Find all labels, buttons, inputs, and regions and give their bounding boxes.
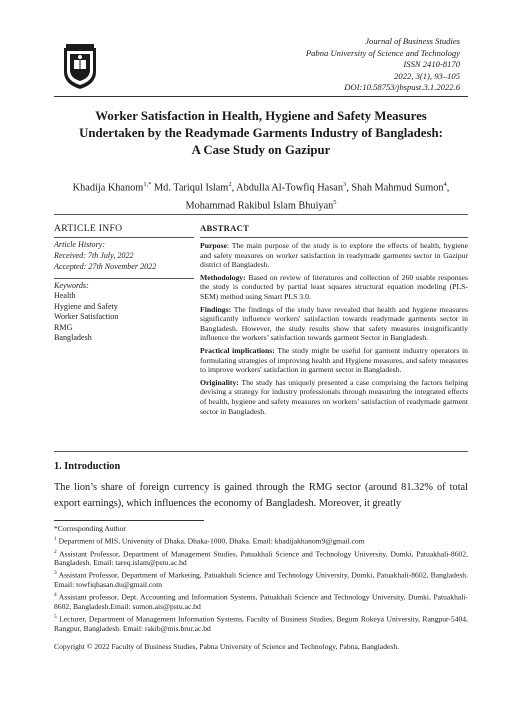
- keywords-block: [54, 281, 118, 343]
- journal-publisher: Pabna University of Science and Technology: [305, 47, 460, 58]
- originality-text: The study has uniquely presented a case comprising the factors helping devising a strategy for industry professionals through measuring the integrated effects of health, hygiene and safety measures on workers’ satisfaction of readymade garment sector in Bangladesh.: [200, 377, 468, 416]
- footnote-5: [54, 613, 468, 633]
- journal-info: [200, 36, 460, 94]
- abstract-methodology: [200, 273, 468, 302]
- received-date: Received: 7th July, 2022: [54, 250, 134, 260]
- history-label: Article History:: [54, 240, 106, 249]
- author-2: Md. Tariqul Islam: [154, 182, 229, 194]
- keywords-label: Keywords:: [54, 281, 89, 290]
- journal-issn: ISSN 2410-8170: [403, 59, 460, 70]
- abstract-body: [200, 241, 468, 419]
- title-line-1: Worker Satisfaction in Health, Hygiene and Safety Measures: [95, 109, 427, 123]
- section-heading: 1. Introduction: [54, 461, 121, 472]
- author-list: Khadija Khanom$^{1,*}$ Md. Tariqul Islam$^2$, Abdulla Al-Towfiq Hasan$^3$, Shah Mahmud Sumon$^4$, Mohammad Rakibul Islam Bhuiyan$^5$: [72, 181, 450, 212]
- article-info-heading: ARTICLE INFO: [54, 223, 123, 234]
- university-logo: [62, 44, 98, 90]
- findings-text: The findings of the study have revealed that health and hygiene measures significantly influence workers' satisfaction towards readymade garments sector in Bangladesh. However, the study results show that safety measures insignificantly influence the workers’ satisfaction towards garment Sector in Bangladesh.: [200, 304, 468, 343]
- footnote-3: [54, 569, 468, 589]
- author-3-affiliation: 3: [342, 181, 347, 188]
- author-5: Mohammad Rakibul Islam Bhuiyan: [185, 200, 334, 212]
- footnote-text: Department of MIS, University of Dhaka, Dhaka-1000, Dhaka. Email: khadijakhanom9@gmail.com: [56, 536, 365, 546]
- footnote-2: [54, 548, 468, 568]
- purpose-text: : The main purpose of the study is to explore the effects of health, hygiene and safety measures on worker satisfaction in readymade garments sector in Gazipur district of Bangladesh.: [200, 241, 468, 270]
- author-4: Shah Mahmud Sumon: [351, 182, 444, 194]
- abstract-divider: [200, 237, 468, 238]
- keyword-item: Worker Satisfaction: [54, 312, 119, 322]
- copyright-notice: Copyright © 2022 Faculty of Business Studies, Pabna University of Science and Technology, Pabna, Bangladesh.: [54, 642, 400, 651]
- footnote-divider: [54, 520, 204, 521]
- practical-label: Practical implications:: [200, 345, 275, 355]
- footnote-text: Lecturer, Department of Management Information Systems, Faculty of Business Studies, Begum Rokeya University, Rangpur-5404, Rangpur, Bangladesh. Email: rakib@mis.brur.ac.bd: [54, 614, 468, 634]
- footnote-text: Assistant Professor, Department of Management Studies, Patuakhali Science and Technology University, Dumki, Patuakhali-8602, Bangladesh. Email: tareq.islam@pstu.ac.bd: [54, 549, 468, 568]
- journal-name: Journal of Business Studies: [365, 36, 460, 46]
- footnote-number: 3: [54, 570, 57, 577]
- footnote-text: Assistant Professor, Department of Marketing, Patuakhali Science and Technology University, Dumki, Patuakhali-8602, Bangladesh. Email: towfiqhasan.du@gmail.com: [54, 571, 468, 590]
- author-1: Khadija Khanom: [72, 182, 144, 194]
- footnote-text: Assistant professor, Dept. Accounting and Information Systems, Patuakhali Science and Technology University, Dumki, Patuakhali-8602, Bangladesh.Email: sumon.ais@pstu.ac.bd: [54, 592, 468, 612]
- author-5-affiliation: 5: [333, 199, 337, 207]
- journal-volume: 2022, 3(1), 93–105: [394, 70, 460, 81]
- footnote-number: 4: [54, 592, 57, 599]
- footnote-number: 2: [54, 548, 57, 555]
- keyword-item: Bangladesh: [54, 333, 92, 343]
- authors-divider: [54, 214, 468, 215]
- purpose-label: Purpose: [200, 241, 227, 250]
- author-4-affiliation: 4: [443, 181, 447, 188]
- methodology-label: Methodology:: [200, 272, 246, 282]
- footnote-number: 5: [54, 614, 57, 621]
- article-history: [54, 240, 156, 272]
- title-line-2: Undertaken by the Readymade Garments Industry of Bangladesh:: [79, 126, 443, 140]
- author-1-corresponding-mark: *: [148, 181, 152, 188]
- author-1-affiliation: 1,: [143, 181, 149, 188]
- footnotes: [54, 524, 468, 635]
- keywords-divider: [54, 278, 194, 279]
- accepted-date: Accepted: 27th November 2022: [54, 261, 157, 271]
- intro-paragraph: The lion’s share of foreign currency is gained through the RMG sector (around 81.32% of total export earnings), which influences the economy of Bangladesh. Moreover, it greatly: [54, 482, 468, 509]
- journal-doi: DOI:10.58753/jbspust.3.1.2022.6: [344, 82, 460, 93]
- abstract-purpose: [200, 241, 468, 270]
- abstract-heading: ABSTRACT: [200, 223, 250, 233]
- footnote-1: [54, 535, 468, 546]
- originality-label: Originality:: [200, 377, 239, 387]
- abstract-originality: [200, 378, 468, 416]
- keyword-item: Hygiene and Safety: [54, 301, 118, 311]
- abstract-findings: [200, 305, 468, 343]
- methodology-text: Based on review of literatures and collection of 260 usable responses the study is conducted by partial least squares structural equation modeling (PLS-SEM) method using Smart PLS 3.0.: [200, 272, 468, 301]
- keyword-item: Health: [54, 291, 76, 301]
- abstract-end-divider: [54, 451, 468, 452]
- header-divider: [54, 96, 468, 97]
- footnote-4: [54, 591, 468, 611]
- keyword-item: RMG: [54, 322, 73, 332]
- author-3: Abdulla Al-Towfiq Hasan: [236, 182, 343, 194]
- title-line-3: A Case Study on Gazipur: [191, 143, 331, 157]
- footnote-number: 1: [54, 536, 57, 542]
- article-info-divider: [54, 237, 194, 238]
- corresponding-note: *Corresponding Author: [54, 524, 126, 533]
- findings-label: Findings:: [200, 304, 232, 314]
- abstract-practical: [200, 346, 468, 375]
- practical-text: The study might be useful for garment industry operators in formulating strategies of improving health and Hygiene measures, and safety measures to improve workers' satisfaction in garment sector in Bangladesh.: [200, 345, 468, 375]
- paper-title: [54, 108, 468, 159]
- author-2-affiliation: 2: [228, 181, 232, 188]
